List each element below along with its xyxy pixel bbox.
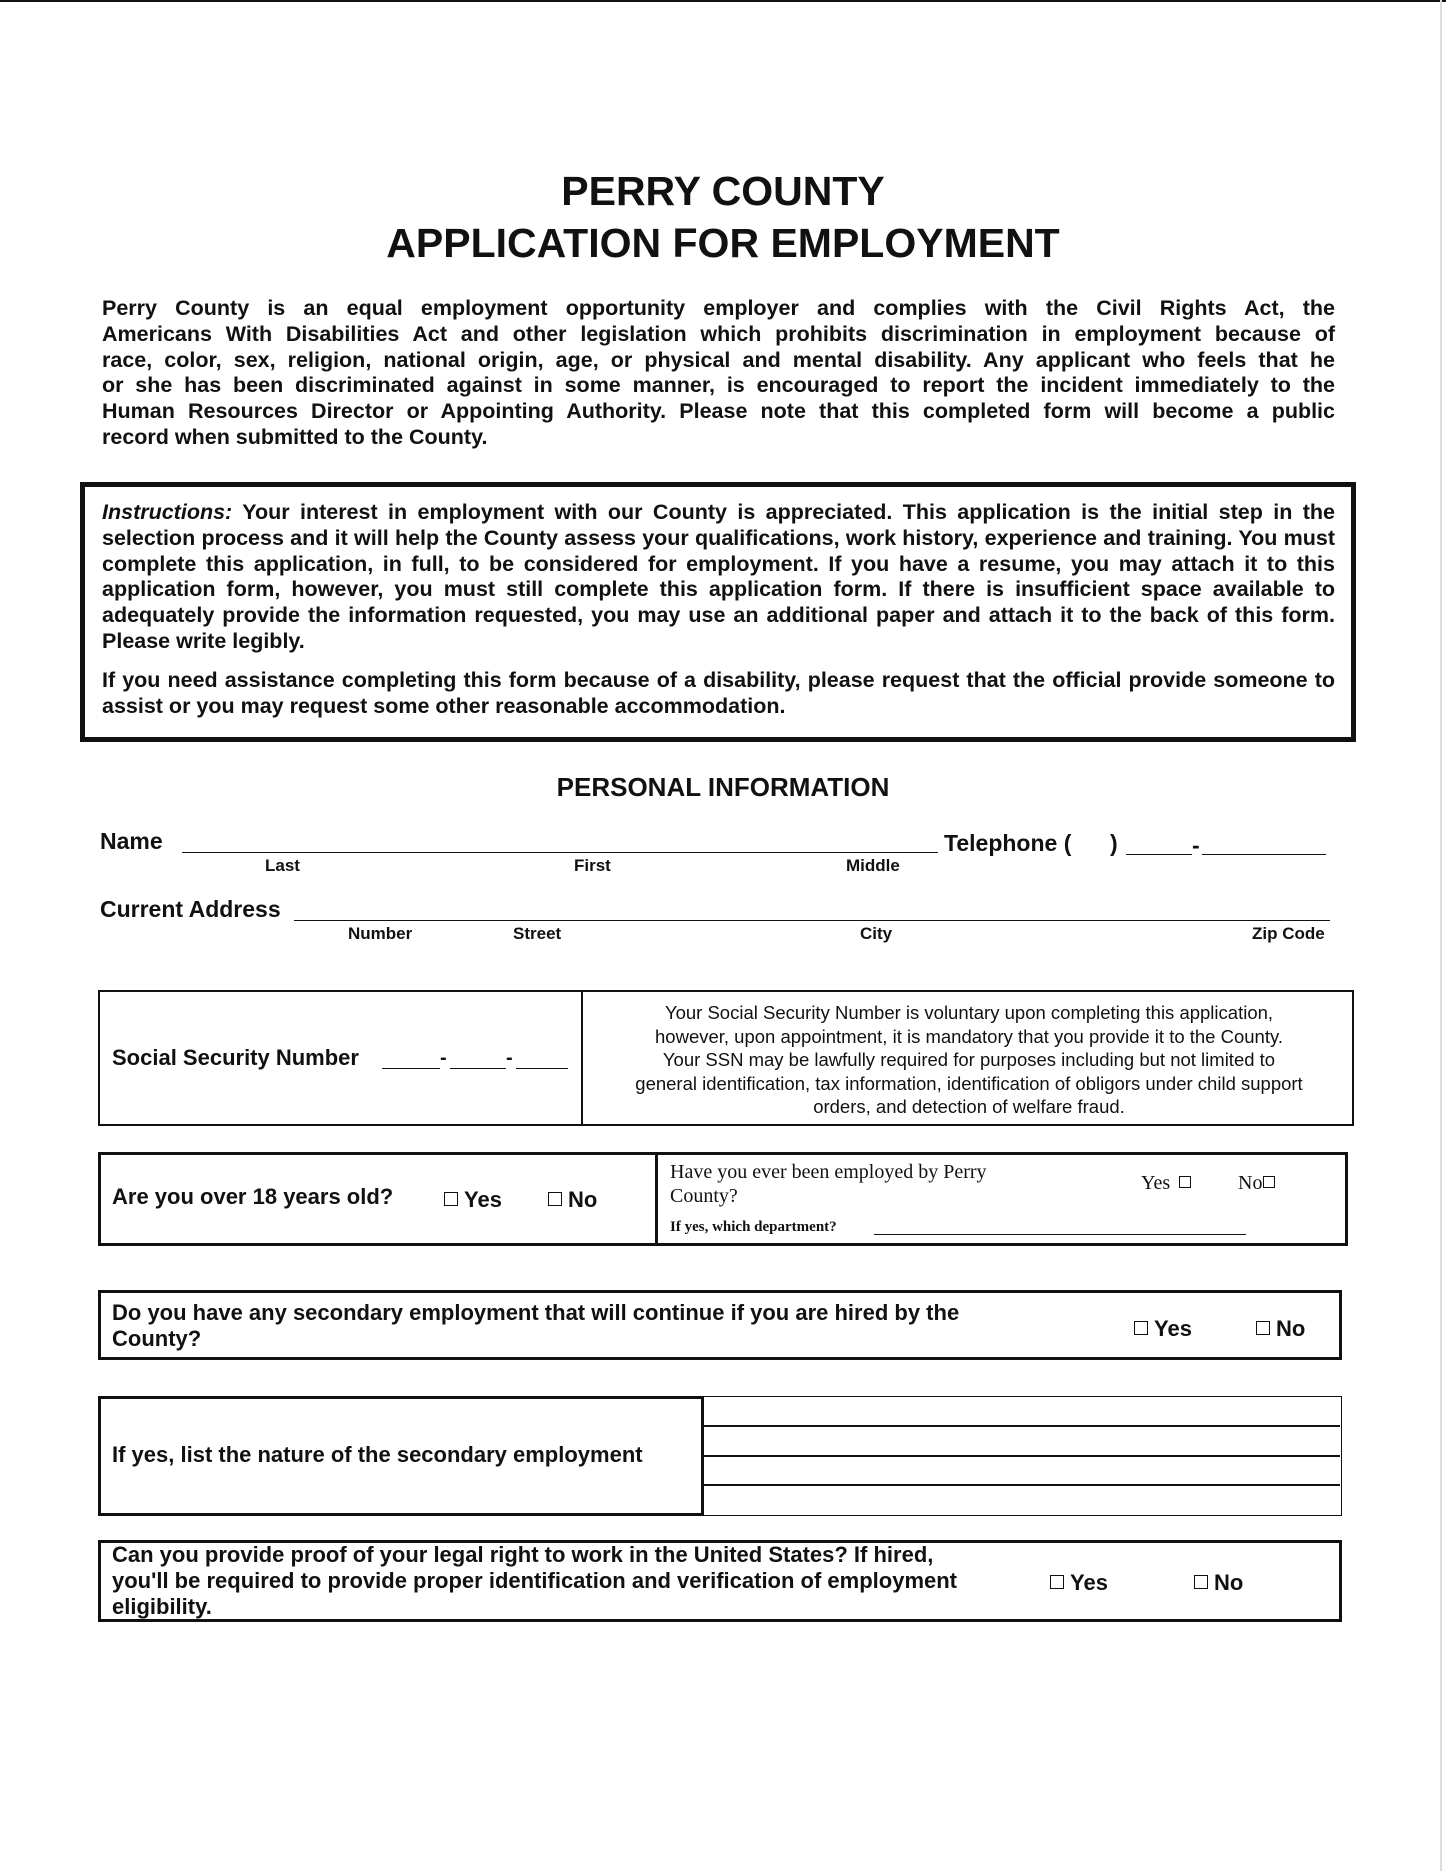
- secondary-question-line: Do you have any secondary employment that will continue if you are hired by the: [112, 1300, 960, 1325]
- address-city-caption: City: [860, 924, 893, 943]
- checkbox-icon[interactable]: [1194, 1575, 1208, 1589]
- name-label: Name: [100, 828, 163, 854]
- ssn-notice: [588, 1001, 1350, 1119]
- legal-question: [112, 1542, 957, 1620]
- secondary-nature-line: [704, 1455, 1340, 1457]
- secondary-nature-line: [704, 1425, 1340, 1427]
- scan-edge-top: [0, 0, 1446, 2]
- ssn-notice-line: Your Social Security Number is voluntary upon completing this application,: [664, 1002, 1274, 1023]
- secondary-nature-line: [704, 1484, 1340, 1486]
- prior-question: [670, 1160, 987, 1208]
- checkbox-icon[interactable]: [1256, 1321, 1270, 1335]
- name-last-caption: Last: [265, 856, 300, 875]
- address-street-caption: Street: [513, 924, 562, 943]
- ssn-notice-line: orders, and detection of welfare fraud.: [813, 1096, 1125, 1117]
- age-no-option[interactable]: [548, 1187, 597, 1213]
- prior-no-label: No: [1238, 1172, 1263, 1194]
- eeo-line: record when submitted to the County.: [102, 424, 488, 449]
- secondary-no-label: No: [1276, 1316, 1306, 1341]
- form-title-line1: PERRY COUNTY: [561, 168, 885, 214]
- telephone-paren: ): [1110, 830, 1118, 856]
- legal-no-option[interactable]: [1194, 1570, 1243, 1596]
- telephone-label: Telephone (: [944, 830, 1072, 856]
- legal-question-line: you'll be required to provide proper identification and verification of employment: [112, 1568, 958, 1593]
- checkbox-icon[interactable]: [1134, 1321, 1148, 1335]
- section-title-personal: PERSONAL INFORMATION: [556, 772, 890, 802]
- secondary-yes-option[interactable]: [1134, 1316, 1192, 1342]
- instructions-body: Your interest in employment with our County is appreciated. This application is the initial step in the selection process and it will help the County assess your qualifications, work history, experience and training. You must complete this application, in full, to be considered for employment. If you have a resume, you may attach it to this application form, however, you must still complete this application form. If there is insufficient space available to adequately provide the information requested, you may use an additional paper and attach it to the back of this form. Please write legibly.: [102, 500, 1335, 653]
- eeo-line: Perry County is an equal employment opportunity employer and complies with the Civil Rights Act, the: [102, 296, 1335, 320]
- secondary-no-option[interactable]: [1256, 1316, 1305, 1342]
- ssn-field-part2[interactable]: [450, 1068, 506, 1069]
- age-no-label: No: [568, 1187, 598, 1212]
- instructions-text: [102, 500, 1335, 719]
- age-yes-label: Yes: [464, 1187, 502, 1212]
- prior-question-line: Have you ever been employed by Perry: [670, 1161, 987, 1183]
- telephone-dash: -: [1192, 832, 1200, 858]
- age-prior-divider: [655, 1152, 658, 1246]
- eeo-line: Americans With Disabilities Act and other legislation which prohibits discrimination in employment because of: [102, 321, 1335, 346]
- prior-dept-label: If yes, which department?: [670, 1219, 837, 1235]
- ssn-field-part3[interactable]: [516, 1068, 568, 1069]
- legal-no-label: No: [1214, 1570, 1244, 1595]
- name-middle-caption: Middle: [846, 856, 900, 875]
- checkbox-icon[interactable]: [548, 1192, 562, 1206]
- checkbox-icon[interactable]: [1263, 1176, 1275, 1188]
- form-title-line2: APPLICATION FOR EMPLOYMENT: [386, 220, 1060, 266]
- ssn-notice-line: however, upon appointment, it is mandatory that you provide it to the County.: [655, 1025, 1283, 1047]
- instructions-label: Instructions:: [102, 500, 233, 524]
- accommodation-paragraph: If you need assistance completing this form because of a disability, please request that the official provide someone to assist or you may request some other reasonable accommodation.: [102, 667, 1335, 718]
- eeo-line: race, color, sex, religion, national origin, age, or physical and mental disability. Any applicant who feels that he: [102, 347, 1335, 372]
- secondary-question: [112, 1300, 959, 1352]
- age-yes-option[interactable]: [444, 1187, 502, 1213]
- scan-edge-right: [1440, 0, 1442, 1871]
- ssn-dash: -: [440, 1047, 447, 1069]
- eeo-line: Human Resources Director or Appointing Authority. Please note that this completed form will become a public: [102, 399, 1335, 424]
- secondary-question-line: County?: [112, 1326, 202, 1351]
- ssn-dash: -: [506, 1047, 513, 1069]
- address-label: Current Address: [100, 896, 281, 922]
- ssn-notice-line: general identification, tax information, identification of obligors under child support: [635, 1072, 1303, 1094]
- instructions-paragraph: [102, 500, 1335, 655]
- legal-yes-label: Yes: [1070, 1570, 1108, 1595]
- age-question: Are you over 18 years old?: [112, 1184, 394, 1209]
- eeo-line: or she has been discriminated against in some manner, is encouraged to report the incident immediately to the: [102, 373, 1335, 398]
- eeo-statement: [102, 296, 1335, 451]
- telephone-line-field[interactable]: [1202, 854, 1326, 855]
- legal-question-line: eligibility.: [112, 1594, 212, 1619]
- legal-yes-option[interactable]: [1050, 1570, 1108, 1596]
- name-field[interactable]: [182, 852, 938, 853]
- secondary-nature-label: If yes, list the nature of the secondary employment: [112, 1442, 643, 1467]
- prior-question-line: County?: [670, 1185, 738, 1207]
- ssn-field-part1[interactable]: [382, 1068, 440, 1069]
- ssn-notice-line: Your SSN may be lawfully required for purposes including but not limited to: [662, 1049, 1276, 1070]
- prior-no-option[interactable]: [1238, 1172, 1275, 1195]
- legal-question-line: Can you provide proof of your legal right to work in the United States? If hired,: [112, 1542, 934, 1567]
- address-field[interactable]: [294, 920, 1330, 921]
- checkbox-icon[interactable]: [444, 1192, 458, 1206]
- checkbox-icon[interactable]: [1179, 1176, 1191, 1188]
- ssn-label: Social Security Number: [112, 1045, 359, 1070]
- address-zip-caption: Zip Code: [1252, 924, 1325, 943]
- telephone-prefix-field[interactable]: [1126, 854, 1192, 855]
- checkbox-icon[interactable]: [1050, 1575, 1064, 1589]
- prior-yes-label: Yes: [1141, 1172, 1171, 1194]
- address-number-caption: Number: [348, 924, 413, 943]
- name-first-caption: First: [574, 856, 611, 875]
- prior-dept-field[interactable]: [874, 1234, 1246, 1235]
- prior-yes-option[interactable]: [1141, 1172, 1191, 1195]
- ssn-box-divider: [581, 990, 583, 1126]
- secondary-yes-label: Yes: [1154, 1316, 1192, 1341]
